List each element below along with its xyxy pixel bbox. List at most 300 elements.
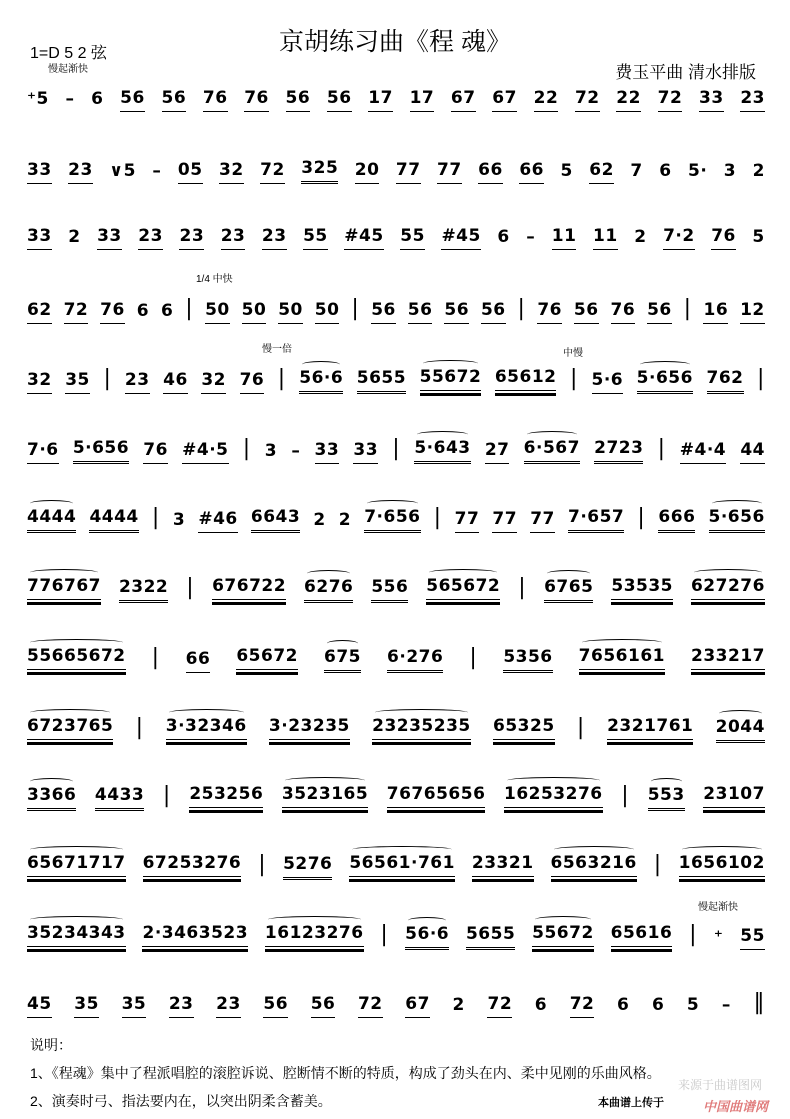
note-group bbox=[703, 784, 765, 811]
note-text: 72 bbox=[487, 994, 513, 1014]
note-text: 33 bbox=[27, 226, 52, 246]
slur-mark bbox=[327, 640, 358, 647]
note-text: 5 bbox=[686, 995, 700, 1015]
barline bbox=[518, 575, 526, 603]
note-text: 776767 bbox=[27, 576, 101, 596]
slur-mark bbox=[352, 846, 452, 853]
note-text: | bbox=[683, 296, 692, 321]
note-text: 45 bbox=[27, 994, 52, 1014]
note-group bbox=[189, 784, 263, 811]
barline bbox=[136, 715, 144, 743]
note-group bbox=[162, 88, 187, 112]
note-text: 66 bbox=[519, 160, 544, 180]
note-text: | bbox=[433, 505, 442, 530]
note-group bbox=[408, 300, 433, 324]
note-group bbox=[575, 88, 600, 112]
note-group bbox=[752, 227, 764, 250]
note-group bbox=[552, 226, 577, 250]
note-text: 20 bbox=[354, 160, 380, 180]
note-text: 2 bbox=[752, 161, 765, 181]
watermark-text: 来源于曲谱图网 bbox=[677, 1078, 762, 1092]
note-text: 56 bbox=[263, 994, 289, 1014]
note-group bbox=[353, 440, 378, 464]
tempo-marking-slow: 慢一倍 bbox=[262, 344, 292, 355]
note-group bbox=[315, 300, 340, 324]
note-group bbox=[179, 226, 204, 250]
note-group bbox=[221, 226, 246, 250]
score-row bbox=[27, 296, 765, 324]
note-text: 2·3463523 bbox=[142, 923, 249, 943]
note-text: 77 bbox=[454, 509, 480, 529]
barline bbox=[518, 296, 526, 324]
barline bbox=[163, 783, 171, 811]
note-group bbox=[169, 994, 194, 1018]
note-text: ∨5 bbox=[109, 161, 136, 181]
note-group bbox=[27, 576, 101, 603]
note-text: ⁺5 bbox=[27, 89, 49, 109]
score-row bbox=[27, 88, 765, 112]
note-text: ‖ bbox=[753, 990, 765, 1015]
note-text: 6723765 bbox=[27, 716, 114, 736]
note-text: 55672 bbox=[419, 367, 482, 387]
barline bbox=[689, 922, 697, 950]
barline bbox=[103, 366, 111, 394]
barline bbox=[434, 505, 442, 533]
note-text: 72 bbox=[657, 88, 683, 108]
note-group bbox=[291, 441, 300, 464]
note-text: 23 bbox=[138, 226, 163, 246]
note-text: 55 bbox=[740, 926, 765, 946]
slur-mark bbox=[423, 360, 479, 367]
note-text: | bbox=[351, 296, 360, 321]
note-group bbox=[691, 576, 765, 603]
note-group bbox=[534, 88, 559, 112]
note-text: 56 bbox=[285, 88, 311, 108]
note-group bbox=[740, 300, 765, 324]
note-text: 17 bbox=[368, 88, 393, 108]
note-text: 22 bbox=[533, 88, 559, 108]
note-text: 553 bbox=[647, 785, 685, 805]
note-text: 7·657 bbox=[567, 507, 625, 527]
note-text: 325 bbox=[301, 158, 339, 178]
note-text: 3·23235 bbox=[268, 716, 350, 736]
note-text: – bbox=[152, 161, 162, 181]
note-group bbox=[263, 994, 288, 1018]
note-group bbox=[497, 227, 509, 250]
note-text: 50 bbox=[205, 300, 230, 320]
note-text: #46 bbox=[198, 509, 238, 529]
note-group bbox=[707, 368, 744, 394]
note-text: 2321761 bbox=[607, 716, 694, 736]
score-row bbox=[27, 436, 765, 464]
slur-mark bbox=[30, 709, 110, 716]
note-group bbox=[282, 784, 368, 811]
note-group bbox=[544, 577, 593, 603]
note-group bbox=[658, 88, 683, 112]
note-text: 2 bbox=[313, 510, 326, 530]
note-group bbox=[64, 300, 89, 324]
score-row bbox=[27, 366, 765, 394]
note-text: 23 bbox=[168, 994, 194, 1014]
note-group bbox=[714, 927, 723, 950]
note-text: 72 bbox=[357, 994, 383, 1014]
note-group bbox=[472, 853, 534, 880]
slur-mark bbox=[307, 570, 350, 577]
note-text: 56 bbox=[120, 88, 145, 108]
note-group bbox=[711, 226, 736, 250]
note-text: 53535 bbox=[611, 576, 674, 596]
note-text: 6 bbox=[617, 995, 630, 1015]
note-group bbox=[703, 300, 728, 324]
note-text: 65325 bbox=[493, 716, 555, 736]
note-text: 56 bbox=[647, 300, 672, 320]
note-text: 22 bbox=[616, 88, 641, 108]
note-text: 5276 bbox=[283, 854, 333, 874]
note-group bbox=[611, 576, 673, 603]
note-text: 23 bbox=[740, 88, 765, 108]
note-group bbox=[100, 300, 125, 324]
note-group bbox=[173, 510, 185, 533]
note-group bbox=[27, 853, 126, 880]
barline bbox=[258, 852, 266, 880]
note-text: 5·6 bbox=[591, 370, 624, 390]
note-text: 6276 bbox=[304, 577, 354, 597]
note-group bbox=[679, 853, 765, 880]
note-group bbox=[304, 577, 353, 603]
note-text: | bbox=[185, 296, 194, 321]
key-signature: 1=D 5 2 弦 bbox=[30, 45, 107, 62]
note-group bbox=[453, 995, 465, 1018]
barline bbox=[577, 715, 585, 743]
note-group bbox=[95, 785, 144, 811]
note-text: 7656161 bbox=[578, 646, 665, 666]
note-text: 72 bbox=[63, 300, 89, 320]
note-text: 6 bbox=[91, 89, 104, 109]
note-text: 67 bbox=[405, 994, 430, 1014]
note-group bbox=[688, 161, 707, 184]
note-group bbox=[568, 507, 624, 533]
slur-mark bbox=[169, 709, 244, 716]
note-text: 56·6 bbox=[405, 924, 450, 944]
note-group bbox=[492, 509, 517, 533]
note-text: 65616 bbox=[610, 923, 673, 943]
note-text: 56 bbox=[573, 300, 599, 320]
note-text: #4·5 bbox=[182, 440, 229, 460]
note-text: 72 bbox=[574, 88, 600, 108]
note-group bbox=[311, 994, 336, 1018]
barline bbox=[469, 645, 477, 673]
barline bbox=[152, 505, 160, 533]
note-group bbox=[426, 576, 500, 603]
note-text: 76 bbox=[610, 300, 636, 320]
note-group bbox=[120, 88, 145, 112]
note-group bbox=[216, 994, 241, 1018]
note-group bbox=[186, 649, 211, 673]
note-text: | bbox=[392, 436, 401, 461]
note-group bbox=[182, 440, 228, 464]
note-text: 5655 bbox=[356, 368, 407, 388]
note-text: 12 bbox=[740, 300, 765, 320]
note-group bbox=[593, 226, 618, 250]
note-group bbox=[560, 161, 572, 184]
note-group bbox=[260, 160, 285, 184]
note-group bbox=[219, 160, 244, 184]
note-group bbox=[27, 160, 52, 184]
upload-credit: 本曲谱上传于 bbox=[598, 1097, 664, 1109]
note-text: 666 bbox=[658, 507, 696, 527]
note-text: 56 bbox=[310, 994, 336, 1014]
note-text: 4433 bbox=[94, 785, 145, 805]
note-text: 27 bbox=[484, 440, 510, 460]
note-group bbox=[205, 300, 230, 324]
note-text: 3 bbox=[723, 161, 737, 181]
note-text: | bbox=[518, 575, 527, 600]
note-group bbox=[355, 160, 380, 184]
barline bbox=[185, 296, 193, 324]
note-group bbox=[503, 647, 552, 673]
note-group bbox=[405, 924, 449, 950]
note-group bbox=[530, 509, 555, 533]
note-text: 5·656 bbox=[72, 438, 130, 458]
note-group bbox=[524, 438, 580, 464]
note-group bbox=[161, 301, 173, 324]
note-text: | bbox=[657, 436, 666, 461]
note-text: 76 bbox=[537, 300, 563, 320]
note-text: 675 bbox=[324, 647, 362, 667]
note-group bbox=[647, 300, 672, 324]
note-text: 23 bbox=[220, 226, 246, 246]
barline bbox=[392, 436, 400, 464]
note-group bbox=[313, 510, 325, 533]
note-text: 33 bbox=[353, 440, 379, 460]
note-group bbox=[265, 923, 364, 950]
note-text: 56 bbox=[407, 300, 433, 320]
note-text: 66 bbox=[478, 160, 503, 180]
note-group bbox=[537, 300, 562, 324]
score-row bbox=[27, 645, 765, 673]
page-title: 京胡练习曲《程 魂》 bbox=[279, 28, 511, 56]
note-text: 6 bbox=[136, 301, 150, 321]
note-group bbox=[301, 158, 338, 184]
note-group bbox=[97, 226, 122, 250]
note-text: 6765 bbox=[544, 577, 594, 597]
note-text: 676722 bbox=[212, 576, 287, 596]
note-group bbox=[652, 995, 664, 1018]
note-group bbox=[27, 370, 52, 394]
note-group bbox=[68, 227, 80, 250]
note-text: 253256 bbox=[189, 784, 264, 804]
note-text: 5 bbox=[752, 227, 765, 247]
barline bbox=[278, 366, 286, 394]
tempo-marking-end: 慢起渐快 bbox=[698, 902, 738, 913]
note-text: 2 bbox=[338, 510, 352, 530]
slur-mark bbox=[30, 846, 123, 853]
note-text: | bbox=[242, 436, 251, 461]
slur-mark bbox=[408, 917, 446, 924]
note-text: 76 bbox=[244, 88, 269, 108]
note-text: 67 bbox=[492, 88, 517, 108]
note-text: 23 bbox=[179, 226, 205, 246]
note-group bbox=[315, 440, 340, 464]
note-group bbox=[68, 160, 93, 184]
note-group bbox=[722, 995, 731, 1018]
note-group bbox=[680, 440, 726, 464]
note-text: – bbox=[65, 89, 75, 109]
composer-credit: 费玉平曲 清水排版 bbox=[615, 63, 756, 82]
note-group bbox=[299, 368, 343, 394]
score-row bbox=[27, 505, 765, 533]
note-2: 2、演奏时弓、指法要内在，以突出阴柔含蓄美。 bbox=[30, 1093, 332, 1109]
note-text: | bbox=[186, 575, 195, 600]
note-text: 77 bbox=[492, 509, 518, 529]
slur-mark bbox=[535, 916, 591, 923]
note-text: 7 bbox=[630, 161, 643, 181]
barline bbox=[621, 783, 629, 811]
note-text: 5·656 bbox=[636, 368, 693, 388]
note-text: 7·6 bbox=[27, 440, 59, 460]
note-group bbox=[357, 368, 406, 394]
note-group bbox=[579, 646, 665, 673]
note-group bbox=[269, 716, 350, 743]
note-group bbox=[251, 507, 300, 533]
note-text: 4444 bbox=[27, 507, 77, 527]
note-text: 6 bbox=[534, 995, 548, 1015]
note-group bbox=[137, 301, 149, 324]
barline bbox=[654, 852, 662, 880]
note-text: 23321 bbox=[471, 853, 534, 873]
note-text: 16253276 bbox=[503, 784, 603, 804]
note-group bbox=[236, 646, 298, 673]
note-text: 56561·761 bbox=[349, 853, 455, 873]
note-text: | bbox=[103, 366, 112, 391]
note-text: 33 bbox=[314, 440, 340, 460]
note-group bbox=[119, 577, 168, 603]
note-group bbox=[125, 370, 150, 394]
note-text: 5 bbox=[560, 161, 573, 181]
note-group bbox=[91, 89, 103, 112]
note-text: | bbox=[380, 922, 389, 947]
note-group bbox=[466, 924, 515, 950]
note-group bbox=[143, 853, 242, 880]
slur-mark bbox=[302, 361, 340, 368]
note-text: | bbox=[576, 715, 585, 740]
note-text: | bbox=[258, 852, 267, 877]
note-group bbox=[487, 994, 512, 1018]
note-text: 6·567 bbox=[523, 438, 580, 458]
note-text: | bbox=[162, 783, 171, 808]
note-text: 16 bbox=[703, 300, 729, 320]
score-row bbox=[27, 990, 765, 1018]
note-text: | bbox=[653, 852, 662, 877]
note-group bbox=[611, 300, 636, 324]
note-text: ⁺ bbox=[713, 927, 724, 947]
note-group bbox=[242, 300, 267, 324]
note-text: 23 bbox=[216, 994, 241, 1014]
note-group bbox=[617, 995, 629, 1018]
note-text: 6 bbox=[160, 301, 174, 321]
note-group bbox=[89, 507, 138, 533]
note-group bbox=[212, 576, 286, 603]
note-text: 3366 bbox=[27, 785, 77, 805]
note-text: 76 bbox=[202, 88, 228, 108]
note-text: – bbox=[291, 441, 301, 461]
note-group bbox=[405, 994, 430, 1018]
note-group bbox=[364, 507, 420, 533]
note-text: 33 bbox=[27, 160, 52, 180]
note-group bbox=[740, 88, 765, 112]
note-group bbox=[109, 161, 136, 184]
note-group bbox=[142, 923, 248, 950]
note-text: 56 bbox=[371, 300, 396, 320]
note-text: 35 bbox=[121, 994, 147, 1014]
note-text: 32 bbox=[219, 160, 244, 180]
note-group bbox=[410, 88, 435, 112]
note-group bbox=[138, 226, 163, 250]
note-group bbox=[607, 716, 693, 743]
note-group bbox=[709, 507, 765, 533]
note-text: 6·276 bbox=[387, 647, 444, 667]
note-group bbox=[73, 438, 129, 464]
note-text: 2044 bbox=[715, 717, 765, 737]
note-group bbox=[339, 510, 351, 533]
note-group bbox=[203, 88, 228, 112]
note-group bbox=[637, 368, 693, 394]
note-group bbox=[478, 160, 503, 184]
barline bbox=[658, 436, 666, 464]
slur-mark bbox=[582, 639, 662, 646]
note-text: 11 bbox=[592, 226, 618, 246]
note-group bbox=[143, 440, 168, 464]
note-text: #4·4 bbox=[679, 440, 727, 460]
tempo-marking-midslow: 中慢 bbox=[563, 348, 583, 359]
note-text: 17 bbox=[409, 88, 435, 108]
note-text: 55665672 bbox=[27, 646, 126, 666]
note-group bbox=[504, 784, 603, 811]
note-text: 1656102 bbox=[678, 853, 765, 873]
note-group bbox=[27, 785, 76, 811]
note-group bbox=[616, 88, 641, 112]
note-group bbox=[396, 160, 421, 184]
note-text: 46 bbox=[163, 370, 188, 390]
note-text: | bbox=[135, 715, 144, 740]
note-text: 7·2 bbox=[663, 226, 695, 246]
note-group bbox=[658, 507, 695, 533]
note-text: 62 bbox=[589, 160, 614, 180]
note-group bbox=[444, 300, 469, 324]
note-text: 35 bbox=[74, 994, 99, 1014]
note-text: 233217 bbox=[691, 646, 765, 666]
note-text: 16123276 bbox=[264, 923, 364, 943]
note-group bbox=[414, 438, 470, 464]
note-group bbox=[27, 716, 113, 743]
note-text: 55 bbox=[303, 226, 328, 246]
note-1: 1、《程魂》集中了程派唱腔的滚腔诉说、腔断情不断的特质，构成了劲头在内、柔中见刚的乐曲风格。 bbox=[30, 1065, 661, 1081]
note-group bbox=[691, 646, 765, 673]
note-text: 32 bbox=[201, 370, 227, 390]
slur-mark bbox=[285, 777, 365, 784]
slur-mark bbox=[554, 846, 634, 853]
note-text: 77 bbox=[437, 160, 462, 180]
note-group bbox=[492, 88, 517, 112]
note-text: 3523165 bbox=[281, 784, 369, 804]
note-text: 23107 bbox=[703, 784, 765, 804]
note-group bbox=[724, 161, 736, 184]
note-group bbox=[27, 507, 76, 533]
note-text: 35 bbox=[65, 370, 90, 390]
note-group bbox=[740, 440, 765, 464]
note-group bbox=[122, 994, 147, 1018]
note-group bbox=[387, 784, 486, 811]
